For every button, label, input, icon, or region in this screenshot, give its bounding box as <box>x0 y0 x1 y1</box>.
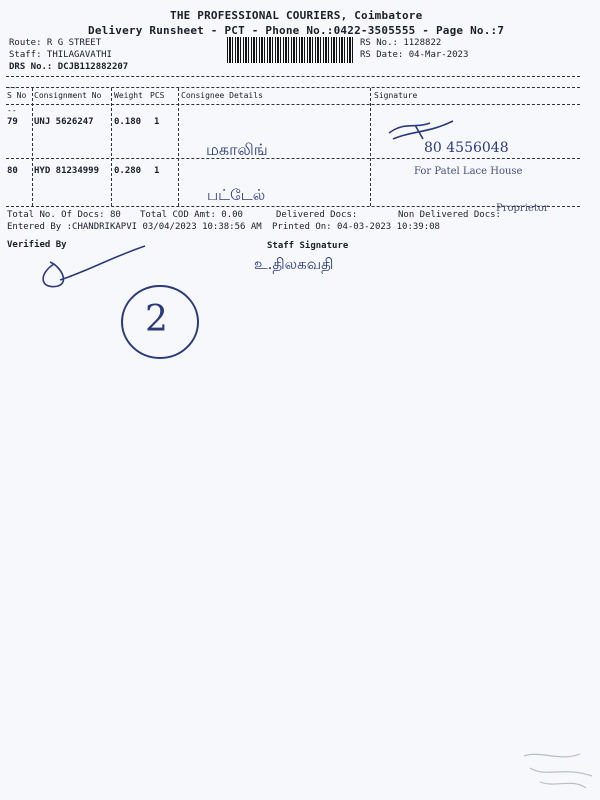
divider <box>6 104 580 105</box>
divider <box>6 158 580 159</box>
company-title: THE PROFESSIONAL COURIERS, Coimbatore <box>170 9 423 22</box>
row-consignment-no: UNJ 5626247 <box>34 117 94 127</box>
consignee-handwriting: மகாலிங் <box>206 140 268 159</box>
column-divider <box>370 88 371 206</box>
dash-mark: -- <box>7 83 17 92</box>
column-header-pcs: PCS <box>150 91 165 100</box>
row-sno: 80 <box>7 166 18 176</box>
printed-on: Printed On: 04-03-2023 10:39:08 <box>272 222 440 232</box>
column-divider <box>111 88 112 206</box>
dash-mark: -- <box>7 106 17 115</box>
staff-signature-handwriting: உ.திலகவதி <box>254 255 334 273</box>
column-divider <box>178 88 179 206</box>
staff-label: Staff: THILAGAVATHI <box>9 50 112 60</box>
column-header-consignment: Consignment No <box>34 91 102 100</box>
row-sno: 79 <box>7 117 18 127</box>
rs-number: RS No.: 1128822 <box>360 38 442 48</box>
verified-by-label: Verified By <box>7 240 67 250</box>
stamp-proprietor: Proprietor <box>496 203 549 214</box>
signature-handwriting: 80 4556048 <box>424 140 509 156</box>
column-header-consignee: Consignee Details <box>181 91 263 100</box>
row-weight: 0.180 <box>114 117 142 127</box>
total-docs: Total No. Of Docs: 80 <box>7 210 121 220</box>
delivered-docs: Delivered Docs: <box>276 210 358 220</box>
entered-by: Entered By :CHANDRIKAPVI 03/04/2023 10:38:56 AM <box>7 222 262 232</box>
divider <box>6 87 580 88</box>
staff-signature-label: Staff Signature <box>267 241 349 251</box>
row-pcs: 1 <box>154 117 160 127</box>
divider <box>6 206 580 207</box>
route-label: Route: R G STREET <box>9 38 102 48</box>
column-header-signature: Signature <box>374 91 418 100</box>
company-stamp: For Patel Lace House <box>414 166 523 177</box>
runsheet-title: Delivery Runsheet - PCT - Phone No.:0422-3505555 - Page No.:7 <box>88 24 505 37</box>
total-cod: Total COD Amt: 0.00 <box>140 210 243 220</box>
column-header-sno: S No <box>7 91 27 100</box>
row-weight: 0.280 <box>114 166 142 176</box>
scan-artifact <box>520 748 598 792</box>
drs-number: DRS No.: DCJB112882207 <box>9 62 129 72</box>
row-consignment-no: HYD 81234999 <box>34 166 100 176</box>
column-header-weight: Weight <box>114 91 143 100</box>
non-delivered-docs: Non Delivered Docs: <box>398 210 501 220</box>
column-divider <box>32 88 33 206</box>
consignee-handwriting: பட்டேல் <box>207 186 266 204</box>
rs-date: RS Date: 04-Mar-2023 <box>360 50 469 60</box>
divider <box>6 76 580 77</box>
circled-number: 2 <box>145 299 168 340</box>
row-pcs: 1 <box>154 166 160 176</box>
barcode <box>227 37 355 63</box>
